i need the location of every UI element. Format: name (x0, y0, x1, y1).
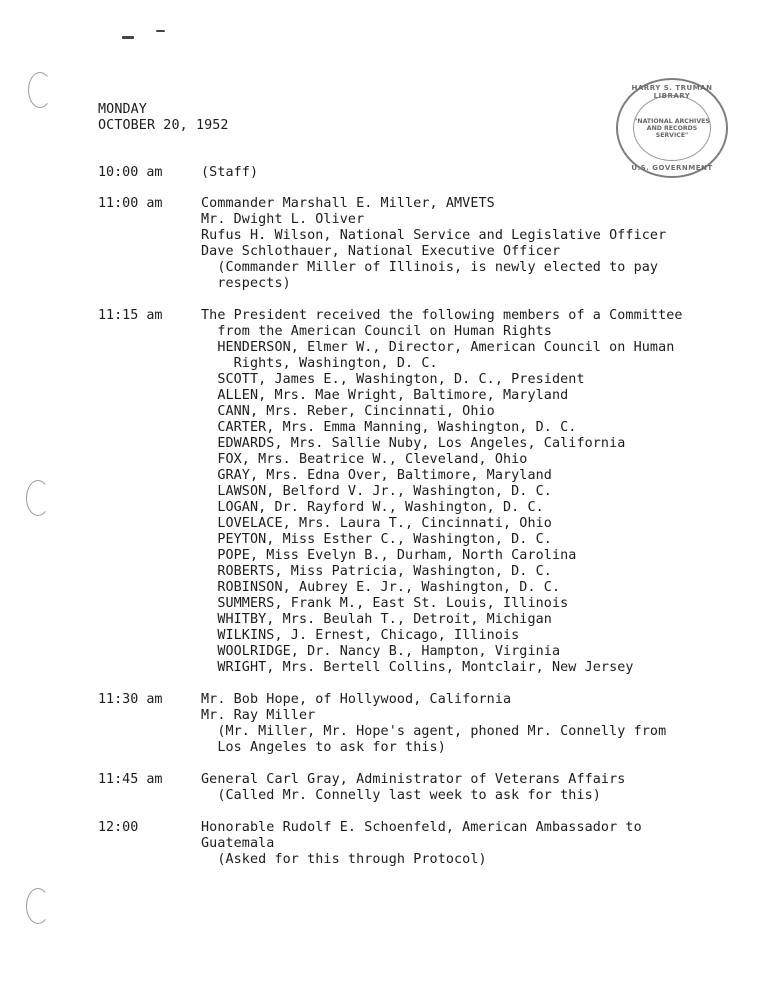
binder-hole-bottom (26, 888, 50, 924)
entry-time: 11:00 am (98, 196, 163, 211)
scan-mark (122, 36, 134, 39)
entry-line: CANN, Mrs. Reber, Cincinnati, Ohio (201, 404, 495, 419)
entry-line: from the American Council on Human Rights (201, 324, 552, 339)
entry-line: Dave Schlothauer, National Executive Officer (201, 244, 561, 259)
entry-time: 11:45 am (98, 772, 163, 787)
entry-line: (Staff) (201, 165, 259, 180)
stamp-center-text: "NATIONAL ARCHIVES AND RECORDS SERVICE" (634, 117, 710, 139)
entry-time: 12:00 (98, 820, 139, 835)
entry-time: 10:00 am (98, 165, 163, 180)
entry-line: (Commander Miller of Illinois, is newly elected to pay (201, 260, 659, 275)
entry-line: Honorable Rudolf E. Schoenfeld, American Ambassador to (201, 820, 642, 835)
entry-line: FOX, Mrs. Beatrice W., Cleveland, Ohio (201, 452, 528, 467)
entry-line: Los Angeles to ask for this) (201, 740, 446, 755)
entry-line: EDWARDS, Mrs. Sallie Nuby, Los Angeles, California (201, 436, 626, 451)
stamp-center (633, 95, 711, 161)
entry-line: ROBINSON, Aubrey E. Jr., Washington, D. C. (201, 580, 561, 595)
entry-line: Mr. Bob Hope, of Hollywood, California (201, 692, 512, 707)
binder-hole-middle (26, 480, 50, 516)
entry-line: ALLEN, Mrs. Mae Wright, Baltimore, Maryland (201, 388, 569, 403)
stamp-ring-bottom-text: U.S. GOVERNMENT (631, 164, 713, 172)
entry-line: LOGAN, Dr. Rayford W., Washington, D. C. (201, 500, 544, 515)
entry-line: ROBERTS, Miss Patricia, Washington, D. C. (201, 564, 552, 579)
stamp-ring-top-text: HARRY S. TRUMAN LIBRARY (631, 84, 713, 100)
entry-line: WRIGHT, Mrs. Bertell Collins, Montclair, New Jersey (201, 660, 634, 675)
entry-time: 11:15 am (98, 308, 163, 323)
archive-stamp (616, 78, 728, 178)
entry-line: The President received the following members of a Committee (201, 308, 683, 323)
scan-mark (156, 30, 165, 32)
entry-line: POPE, Miss Evelyn B., Durham, North Carolina (201, 548, 577, 563)
entry-line: WHITBY, Mrs. Beulah T., Detroit, Michigan (201, 612, 552, 627)
entry-line: (Called Mr. Connelly last week to ask for this) (201, 788, 601, 803)
entry-line: Mr. Ray Miller (201, 708, 316, 723)
entry-line: WOOLRIDGE, Dr. Nancy B., Hampton, Virginia (201, 644, 561, 659)
entry-line: SUMMERS, Frank M., East St. Louis, Illinois (201, 596, 569, 611)
entry-line: Rights, Washington, D. C. (201, 356, 438, 371)
entry-line: WILKINS, J. Ernest, Chicago, Illinois (201, 628, 520, 643)
entry-line: (Mr. Miller, Mr. Hope's agent, phoned Mr. Connelly from (201, 724, 667, 739)
entry-line: (Asked for this through Protocol) (201, 852, 487, 867)
entry-line: Rufus H. Wilson, National Service and Legislative Officer (201, 228, 667, 243)
entry-line: PEYTON, Miss Esther C., Washington, D. C. (201, 532, 552, 547)
entry-line: SCOTT, James E., Washington, D. C., President (201, 372, 585, 387)
entry-line: Commander Marshall E. Miller, AMVETS (201, 196, 495, 211)
entry-line: Mr. Dwight L. Oliver (201, 212, 365, 227)
entry-line: LAWSON, Belford V. Jr., Washington, D. C. (201, 484, 552, 499)
header-day: MONDAY (98, 102, 147, 117)
entry-line: respects) (201, 276, 291, 291)
entry-line: Guatemala (201, 836, 275, 851)
entry-line: General Carl Gray, Administrator of Veterans Affairs (201, 772, 626, 787)
binder-hole-top (28, 72, 52, 108)
header-date: OCTOBER 20, 1952 (98, 118, 229, 133)
entry-time: 11:30 am (98, 692, 163, 707)
entry-line: GRAY, Mrs. Edna Over, Baltimore, Maryland (201, 468, 552, 483)
entry-line: HENDERSON, Elmer W., Director, American Council on Human (201, 340, 675, 355)
entry-line: LOVELACE, Mrs. Laura T., Cincinnati, Ohio (201, 516, 552, 531)
entry-line: CARTER, Mrs. Emma Manning, Washington, D. C. (201, 420, 577, 435)
